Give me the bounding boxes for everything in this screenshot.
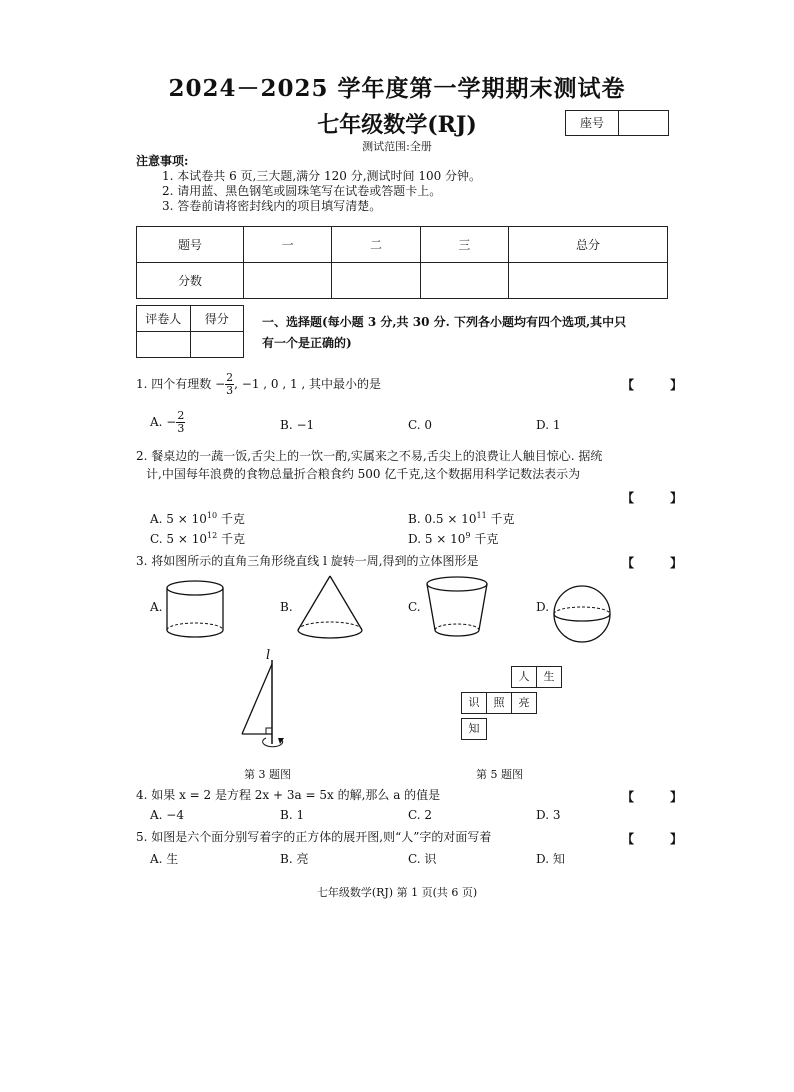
q2-option-c[interactable] [150, 530, 245, 547]
score-table [136, 226, 668, 299]
q1-text: 1. 四个有理数 − [136, 377, 226, 391]
fraction-numerator: 2 [226, 371, 234, 384]
option-unit: 千克 [217, 532, 245, 546]
note-item: 1. 本试卷共 6 页,三大题,满分 120 分,测试时间 100 分钟。 [162, 169, 482, 183]
q5-option-b[interactable]: B. 亮 [280, 852, 309, 866]
option-fraction [176, 410, 185, 435]
score-header-part-2: 二 [332, 227, 420, 263]
score-header-question: 题号 [137, 227, 244, 263]
score-row-label: 分数 [137, 263, 244, 299]
page-footer: 七年级数学(RJ) 第 1 页(共 6 页) [316, 886, 478, 899]
question-3: 3. 将如图所示的直角三角形绕直线 l 旋转一周,得到的立体图形是 [136, 554, 479, 568]
q1-option-c[interactable]: C. 0 [408, 418, 433, 432]
answer-bracket[interactable]: 【 】 [622, 556, 699, 570]
net-face: 亮 [511, 692, 537, 714]
q2-option-d[interactable] [408, 530, 498, 547]
score-cell[interactable] [509, 263, 668, 299]
q1-fraction [225, 372, 234, 397]
section-heading-line: 有一个是正确的) [262, 336, 352, 350]
option-unit: 千克 [217, 512, 245, 526]
q1-option-a[interactable] [150, 410, 185, 435]
net-face: 生 [536, 666, 562, 688]
question-1 [136, 372, 381, 397]
grader-table [136, 305, 244, 358]
score-cell[interactable] [420, 263, 508, 299]
cylinder-figure [160, 578, 230, 644]
answer-bracket[interactable]: 【 】 [622, 491, 699, 505]
option-text: C. 5 × 10 [150, 532, 207, 546]
q3-option-a-label[interactable]: A. [150, 600, 163, 614]
net-face: 知 [461, 718, 487, 740]
q2-line: 2. 餐桌边的一蔬一饭,舌尖上的一饮一酌,实属来之不易,舌尖上的浪费让人触目惊心. 据统 [136, 449, 603, 463]
q4-option-d[interactable]: D. 3 [536, 808, 561, 822]
axis-label: l [266, 648, 271, 663]
grader-score-label: 得分 [190, 306, 244, 332]
q5-option-c[interactable]: C. 识 [408, 852, 437, 866]
option-unit: 千克 [470, 532, 499, 546]
question-4: 4. 如果 x = 2 是方程 2x + 3a = 5x 的解,那么 a 的值是 [136, 788, 441, 802]
question-5: 5. 如图是六个面分别写着字的正方体的展开图,则“人”字的对面写着 [136, 830, 492, 844]
fraction-denominator: 3 [177, 422, 185, 435]
net-face: 人 [511, 666, 537, 688]
cone-figure [292, 572, 368, 644]
section-heading-line: 一、选择题(每小题 3 分,共 30 分. 下列各小题均有四个选项,其中只 [262, 315, 627, 329]
q1-option-d[interactable]: D. 1 [536, 418, 561, 432]
net-face: 照 [486, 692, 512, 714]
figure-3-caption: 第 3 题图 [244, 768, 291, 781]
seat-number-box [565, 110, 669, 136]
option-unit: 千克 [486, 512, 515, 526]
right-triangle-figure [236, 660, 296, 760]
q2-option-b[interactable] [408, 510, 515, 527]
grader-score-cell[interactable] [190, 332, 244, 358]
q5-option-a[interactable]: A. 生 [150, 852, 179, 866]
score-header-part-3: 三 [420, 227, 508, 263]
figure-5-caption: 第 5 题图 [476, 768, 523, 781]
q3-option-c-label[interactable]: C. [408, 600, 421, 614]
q4-option-c[interactable]: C. 2 [408, 808, 433, 822]
option-text: A. 5 × 10 [150, 512, 207, 526]
seat-number-label: 座号 [566, 111, 619, 135]
score-header-total: 总分 [509, 227, 668, 263]
exponent: 10 [206, 511, 218, 520]
sphere-figure [550, 582, 614, 646]
notes-heading: 注意事项: [136, 154, 189, 168]
q2-line: 计,中国每年浪费的食物总量折合粮食约 500 亿千克,这个数据用科学记数法表示为 [146, 467, 581, 481]
q3-option-b-label[interactable]: B. [280, 600, 293, 614]
grader-name-cell[interactable] [137, 332, 191, 358]
frustum-figure [420, 574, 494, 646]
fraction-denominator: 3 [226, 384, 234, 397]
q2-option-a[interactable] [150, 510, 245, 527]
q1-text: , −1 , 0 , 1 , 其中最小的是 [234, 377, 382, 391]
score-cell[interactable] [332, 263, 420, 299]
net-face: 识 [461, 692, 487, 714]
question-2 [136, 447, 670, 483]
q3-option-d-label[interactable]: D. [536, 600, 550, 614]
exponent: 11 [476, 511, 487, 520]
exam-title: 2024－2025 学年度第一学期期末测试卷 [168, 75, 626, 102]
score-cell[interactable] [244, 263, 332, 299]
score-header-part-1: 一 [244, 227, 332, 263]
option-text: B. 0.5 × 10 [408, 512, 477, 526]
exponent: 12 [206, 531, 218, 540]
note-item: 2. 请用蓝、黑色钢笔或圆珠笔写在试卷或答题卡上。 [162, 184, 442, 198]
seat-number-field[interactable] [619, 111, 668, 135]
q5-option-d[interactable]: D. 知 [536, 852, 565, 866]
option-text: A. − [150, 415, 177, 429]
answer-bracket[interactable]: 【 】 [622, 378, 699, 392]
answer-bracket[interactable]: 【 】 [622, 790, 699, 804]
grader-label: 评卷人 [137, 306, 191, 332]
note-item: 3. 答卷前请将密封线内的项目填写清楚。 [162, 199, 382, 213]
q4-option-b[interactable]: B. 1 [280, 808, 305, 822]
exponent: 9 [465, 531, 471, 540]
exam-notes [136, 154, 481, 214]
answer-bracket[interactable]: 【 】 [622, 832, 699, 846]
test-range: 测试范围:全册 [362, 140, 432, 153]
exam-subtitle: 七年级数学(RJ) [317, 112, 477, 138]
option-text: D. 5 × 10 [408, 532, 466, 546]
section-heading [262, 312, 672, 354]
q4-option-a[interactable]: A. −4 [150, 808, 184, 822]
fraction-numerator: 2 [177, 409, 185, 422]
q1-option-b[interactable]: B. −1 [280, 418, 315, 432]
